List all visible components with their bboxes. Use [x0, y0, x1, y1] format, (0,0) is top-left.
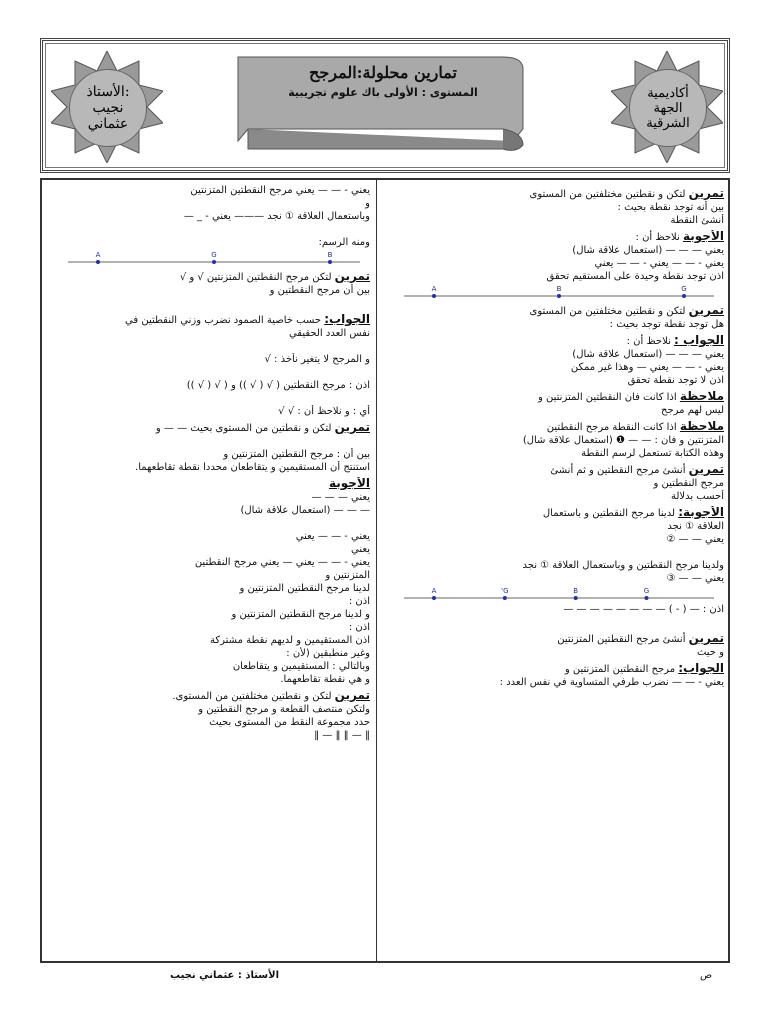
point-marker [574, 596, 578, 600]
exercise-heading [48, 270, 370, 284]
text-line: و لدينا مرجح النقطتين المتزنتين و [231, 609, 370, 620]
text-line [48, 340, 370, 353]
point-marker [212, 260, 216, 264]
number-line-icon [48, 249, 370, 267]
point-label: A [95, 251, 101, 259]
point-label: G' [501, 587, 509, 595]
text-line: وبالتالي : المستقيمين و يتقاطعان [232, 661, 370, 672]
text-line: يعني — — — [311, 492, 370, 503]
text-line: ومنه الرسم: [318, 237, 370, 248]
exercise-label: تمرين [688, 304, 724, 317]
point-marker [328, 260, 332, 264]
point-label: B [327, 251, 333, 259]
exercise-text: لتكن و نقطتين من المستوى بحيث — — و [155, 423, 335, 434]
text-line: اذن : [348, 622, 370, 633]
answer-label: الجواب : [674, 334, 724, 347]
number-line-icon [384, 585, 724, 603]
exercise-heading [384, 304, 724, 318]
text-line: بين أن مرجح النقطتين و [269, 285, 370, 296]
text-line: يعني - — — يعني [295, 531, 370, 542]
teacher-line-3: عثماني [87, 116, 129, 132]
text-line: وباستعمال العلاقة ① نجد ——— يعني - _ — [183, 211, 370, 222]
exercise-label: تمرين [688, 632, 724, 645]
text-line: وغير منطبقين (لأن : [286, 648, 370, 659]
text-line: و [365, 198, 370, 209]
text-line [48, 392, 370, 405]
exercise-text: لتكن مرجح النقطتين المتزنتين √ و √ [179, 272, 335, 283]
text-line: وهذه الكتابة تستعمل لرسم النقطة [581, 448, 724, 459]
answer-label: الجواب: [324, 313, 370, 326]
text-line: و المرجح لا يتغير نأخذ : √ [264, 354, 370, 365]
text-line: يعني — — — (استعمال علاقة شال) [572, 349, 724, 360]
text-line: — — — (استعمال علاقة شال) [240, 505, 370, 516]
text-line: اذن : [348, 596, 370, 607]
page-header [40, 38, 730, 173]
exercise-text: لتكن و نقطتين مختلفتين من المستوى. [172, 691, 335, 702]
academy-badge [611, 51, 723, 163]
point-label: A [431, 285, 437, 293]
text-line: يعني — — — (استعمال علاقة شال) [572, 245, 724, 256]
exercise-label: تمرين [334, 421, 370, 434]
number-line [48, 249, 370, 267]
exercise-heading [384, 463, 724, 477]
page-title: تمارين محلولة:المرجح [309, 63, 457, 82]
text-line: هل توجد نقطة توجد بحيث : [609, 319, 724, 330]
point-marker [682, 294, 686, 298]
exercise-text: لتكن و نقطتين مختلفتين من المستوى [529, 189, 689, 200]
left-column [48, 184, 370, 742]
exercise-text: لتكن و نقطتين مختلفتين من المستوى [529, 306, 689, 317]
exercise-text: اذا كانت النقطة مرجح النقطتين [546, 422, 680, 433]
answer-heading [48, 313, 370, 327]
text-line [48, 435, 370, 448]
answer-heading [384, 230, 724, 244]
academy-line-1: أكاديمية [647, 85, 689, 101]
answer-heading [384, 334, 724, 348]
text-line: بين أنه توجد نقطة بحيث : [617, 202, 724, 213]
text-line: العلاقة ① نجد [667, 521, 724, 532]
text-line: بين أن : مرجح النقطتين المتزنتين و [223, 449, 370, 460]
number-line [384, 283, 724, 301]
text-line: ليس لهم مرجح [661, 405, 724, 416]
exercise-text: أنشئ مرجح النقطتين المتزنتين [557, 634, 689, 645]
text-line: يعني - — — يعني — يعني مرجح النقطتين [194, 557, 370, 568]
exercise-label: تمرين [688, 463, 724, 476]
exercise-text: أنشئ مرجح النقطتين و ثم أنشئ [550, 465, 689, 476]
footer-page-label: ص [700, 970, 713, 981]
academy-badge-text [629, 69, 707, 147]
teacher-badge [51, 51, 163, 163]
exercise-text: حسب خاصية الصمود نضرب وزني النقطتين في [125, 315, 325, 326]
text-line: ولتكن منتصف القطعة و مرجح النقطتين و [198, 704, 370, 715]
right-column [384, 184, 724, 689]
text-line: أي : و نلاحظ أن : √ √ [278, 406, 370, 417]
text-line: يعني - — — يعني مرجح النقطتين المتزنتين [190, 185, 370, 196]
text-line: يعني — — ② [666, 534, 724, 545]
text-line [384, 546, 724, 559]
teacher-badge-text [69, 69, 147, 147]
text-line: يعني — — ③ [666, 573, 724, 584]
exercise-label: ملاحظة [679, 390, 724, 403]
academy-line-3: الشرقية [646, 115, 690, 131]
answer-label: الجواب: [678, 662, 724, 675]
point-marker [503, 596, 507, 600]
answer-label: الأجوبة: [678, 506, 724, 519]
answer-heading [384, 506, 724, 520]
answer-heading [48, 477, 370, 491]
text-line: اذن : — ( - ) — — — — — — — — [563, 604, 724, 615]
column-divider [376, 180, 377, 961]
text-line: اذن لا توجد نقطة تحقق [627, 375, 724, 386]
text-line: أحسب بدلالة [670, 491, 724, 502]
text-line: حدد مجموعة النقط من المستوى بحيث [209, 717, 370, 728]
page-subtitle: المستوى : الأولى باك علوم تجريبية [288, 86, 478, 99]
text-line: ‖ — ‖ ‖ — ‖ [314, 730, 370, 741]
text-line: اذن : مرجح النقطتين ( √ ( √ )) و ( √ ( √ )) [186, 380, 370, 391]
footer-author: الأستاذ : عثماني نجيب [170, 970, 279, 981]
exercise-text: مرجح النقطتين المتزنتين و [564, 664, 679, 675]
exercise-text: نلاحظ أن : [635, 232, 683, 243]
text-line [48, 223, 370, 236]
exercise-label: تمرين [334, 689, 370, 702]
text-line: أنشئ النقطة [670, 215, 724, 226]
teacher-line-1: الأستاذ: [86, 84, 130, 100]
exercise-label: تمرين [334, 270, 370, 283]
point-label: B [573, 587, 579, 595]
exercise-heading [48, 689, 370, 703]
text-line [48, 366, 370, 379]
text-line: المتزنتين و فان : — — ❶ (استعمال علاقة شال) [522, 435, 724, 446]
text-line: اذن المستقيمين و لديهم نقطة مشتركة [209, 635, 370, 646]
text-line [384, 616, 724, 629]
text-line: يعني - — — نضرب طرفي المتساوية في نفس العدد : [499, 677, 724, 688]
text-line: لدينا مرجح النقطتين المتزنتين و [239, 583, 370, 594]
teacher-line-2: نجيب [92, 100, 124, 116]
exercise-text: نلاحظ أن : [626, 336, 675, 347]
text-line: استنتج أن المستقيمين و يتقاطعان محددا نقطة تقاطعهما. [135, 462, 370, 473]
text-line: ولدينا مرجح النقطتين و وباستعمال العلاقة ① نجد [522, 560, 724, 571]
exercise-heading [48, 421, 370, 435]
point-marker [96, 260, 100, 264]
text-line: و هي نقطة تقاطعهما. [280, 674, 370, 685]
point-marker [432, 294, 436, 298]
text-line: مرجح النقطتين و [653, 478, 724, 489]
text-line: يعني - — — يعني - — — يعني [594, 258, 724, 269]
exercise-heading [384, 632, 724, 646]
exercise-text: اذا كانت فان النقطتين المتزنتين و [538, 392, 680, 403]
text-line [48, 517, 370, 530]
text-line: نفس العدد الحقيقي [288, 328, 370, 339]
exercise-label: ملاحظة [679, 420, 724, 433]
text-line [48, 297, 370, 310]
point-label: A [431, 587, 437, 595]
exercise-heading [384, 420, 724, 434]
answer-heading [384, 662, 724, 676]
point-marker [557, 294, 561, 298]
exercise-text: لدينا مرجح النقطتين و باستعمال [542, 508, 679, 519]
point-marker [645, 596, 649, 600]
exercise-heading [384, 390, 724, 404]
exercise-label: تمرين [688, 187, 724, 200]
number-line-icon [384, 283, 724, 301]
point-label: G [681, 285, 687, 293]
point-label: B [556, 285, 562, 293]
text-line: اذن توجد نقطة وحيدة على المستقيم تحقق [546, 271, 724, 282]
number-line [384, 585, 724, 603]
text-line: يعني - — — يعني — وهذا غير ممكن [570, 362, 724, 373]
point-marker [432, 596, 436, 600]
text-line: المتزنتين و [325, 570, 370, 581]
answer-label: الأجوبة [328, 477, 370, 490]
exercise-heading [384, 187, 724, 201]
title-block [248, 63, 518, 99]
text-line: يعني [351, 544, 370, 555]
text-line: و حيث [696, 647, 724, 658]
point-label: G [643, 587, 650, 595]
point-label: G [211, 251, 217, 259]
answer-label: الأجوبة [682, 230, 724, 243]
academy-line-2: الجهة [653, 100, 683, 116]
